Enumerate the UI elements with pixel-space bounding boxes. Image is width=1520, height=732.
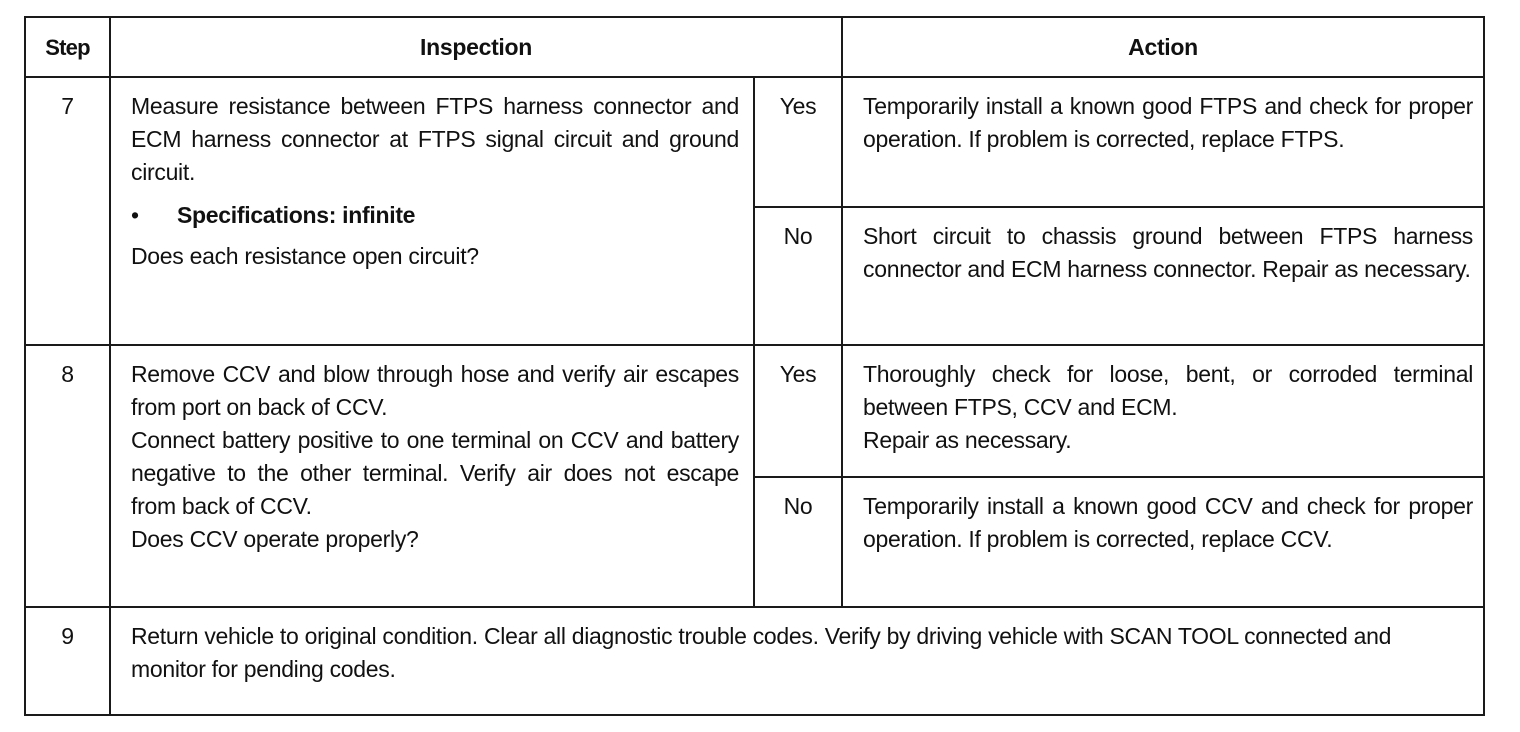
yes-action: Temporarily install a known good FTPS and check for proper operation. If problem is corrected, replace FTPS. — [842, 77, 1484, 207]
yes-action-text: Repair as necessary. — [863, 427, 1072, 453]
inspection-text: Measure resistance between FTPS harness connector and ECM harness connector at FTPS signal circuit and ground circuit. — [131, 93, 739, 185]
bullet-icon: • — [131, 202, 139, 228]
header-step: Step — [25, 17, 110, 77]
specification-text: Specifications: infinite — [177, 202, 416, 228]
header-inspection: Inspection — [110, 17, 842, 77]
inspection-text: Connect battery positive to one terminal on CCV and battery negative to the other terminal. Verify air does not escape from back of CCV. — [131, 427, 739, 519]
yes-action — [842, 345, 1484, 477]
yes-action-text: Thoroughly check for loose, bent, or corroded terminal between FTPS, CCV and ECM. — [863, 361, 1474, 420]
yes-label: Yes — [754, 77, 842, 207]
inspection-cell — [110, 345, 754, 607]
inspection-question: Does each resistance open circuit? — [131, 243, 479, 269]
inspection-text: Remove CCV and blow through hose and verify air escapes from port on back of CCV. — [131, 361, 739, 420]
diagnostic-table-sheet — [24, 16, 1483, 714]
table-row — [25, 77, 1484, 207]
header-action: Action — [842, 17, 1484, 77]
no-action: Short circuit to chassis ground between FTPS harness connector and ECM harness connector. Repair as necessary. — [842, 207, 1484, 345]
no-action: Temporarily install a known good CCV and check for proper operation. If problem is corrected, replace CCV. — [842, 477, 1484, 607]
step-number: 9 — [25, 607, 110, 715]
step-9-text: Return vehicle to original condition. Clear all diagnostic trouble codes. Verify by driving vehicle with SCAN TOOL connected and monitor for pending codes. — [110, 607, 1484, 715]
specification — [131, 199, 739, 232]
table-row — [25, 345, 1484, 477]
inspection-cell — [110, 77, 754, 345]
header-row — [25, 17, 1484, 77]
diagnostic-table — [24, 16, 1485, 716]
inspection-question: Does CCV operate properly? — [131, 526, 419, 552]
table-row — [25, 607, 1484, 715]
step-number: 8 — [25, 345, 110, 607]
yes-label: Yes — [754, 345, 842, 477]
no-label: No — [754, 477, 842, 607]
step-number: 7 — [25, 77, 110, 345]
no-label: No — [754, 207, 842, 345]
